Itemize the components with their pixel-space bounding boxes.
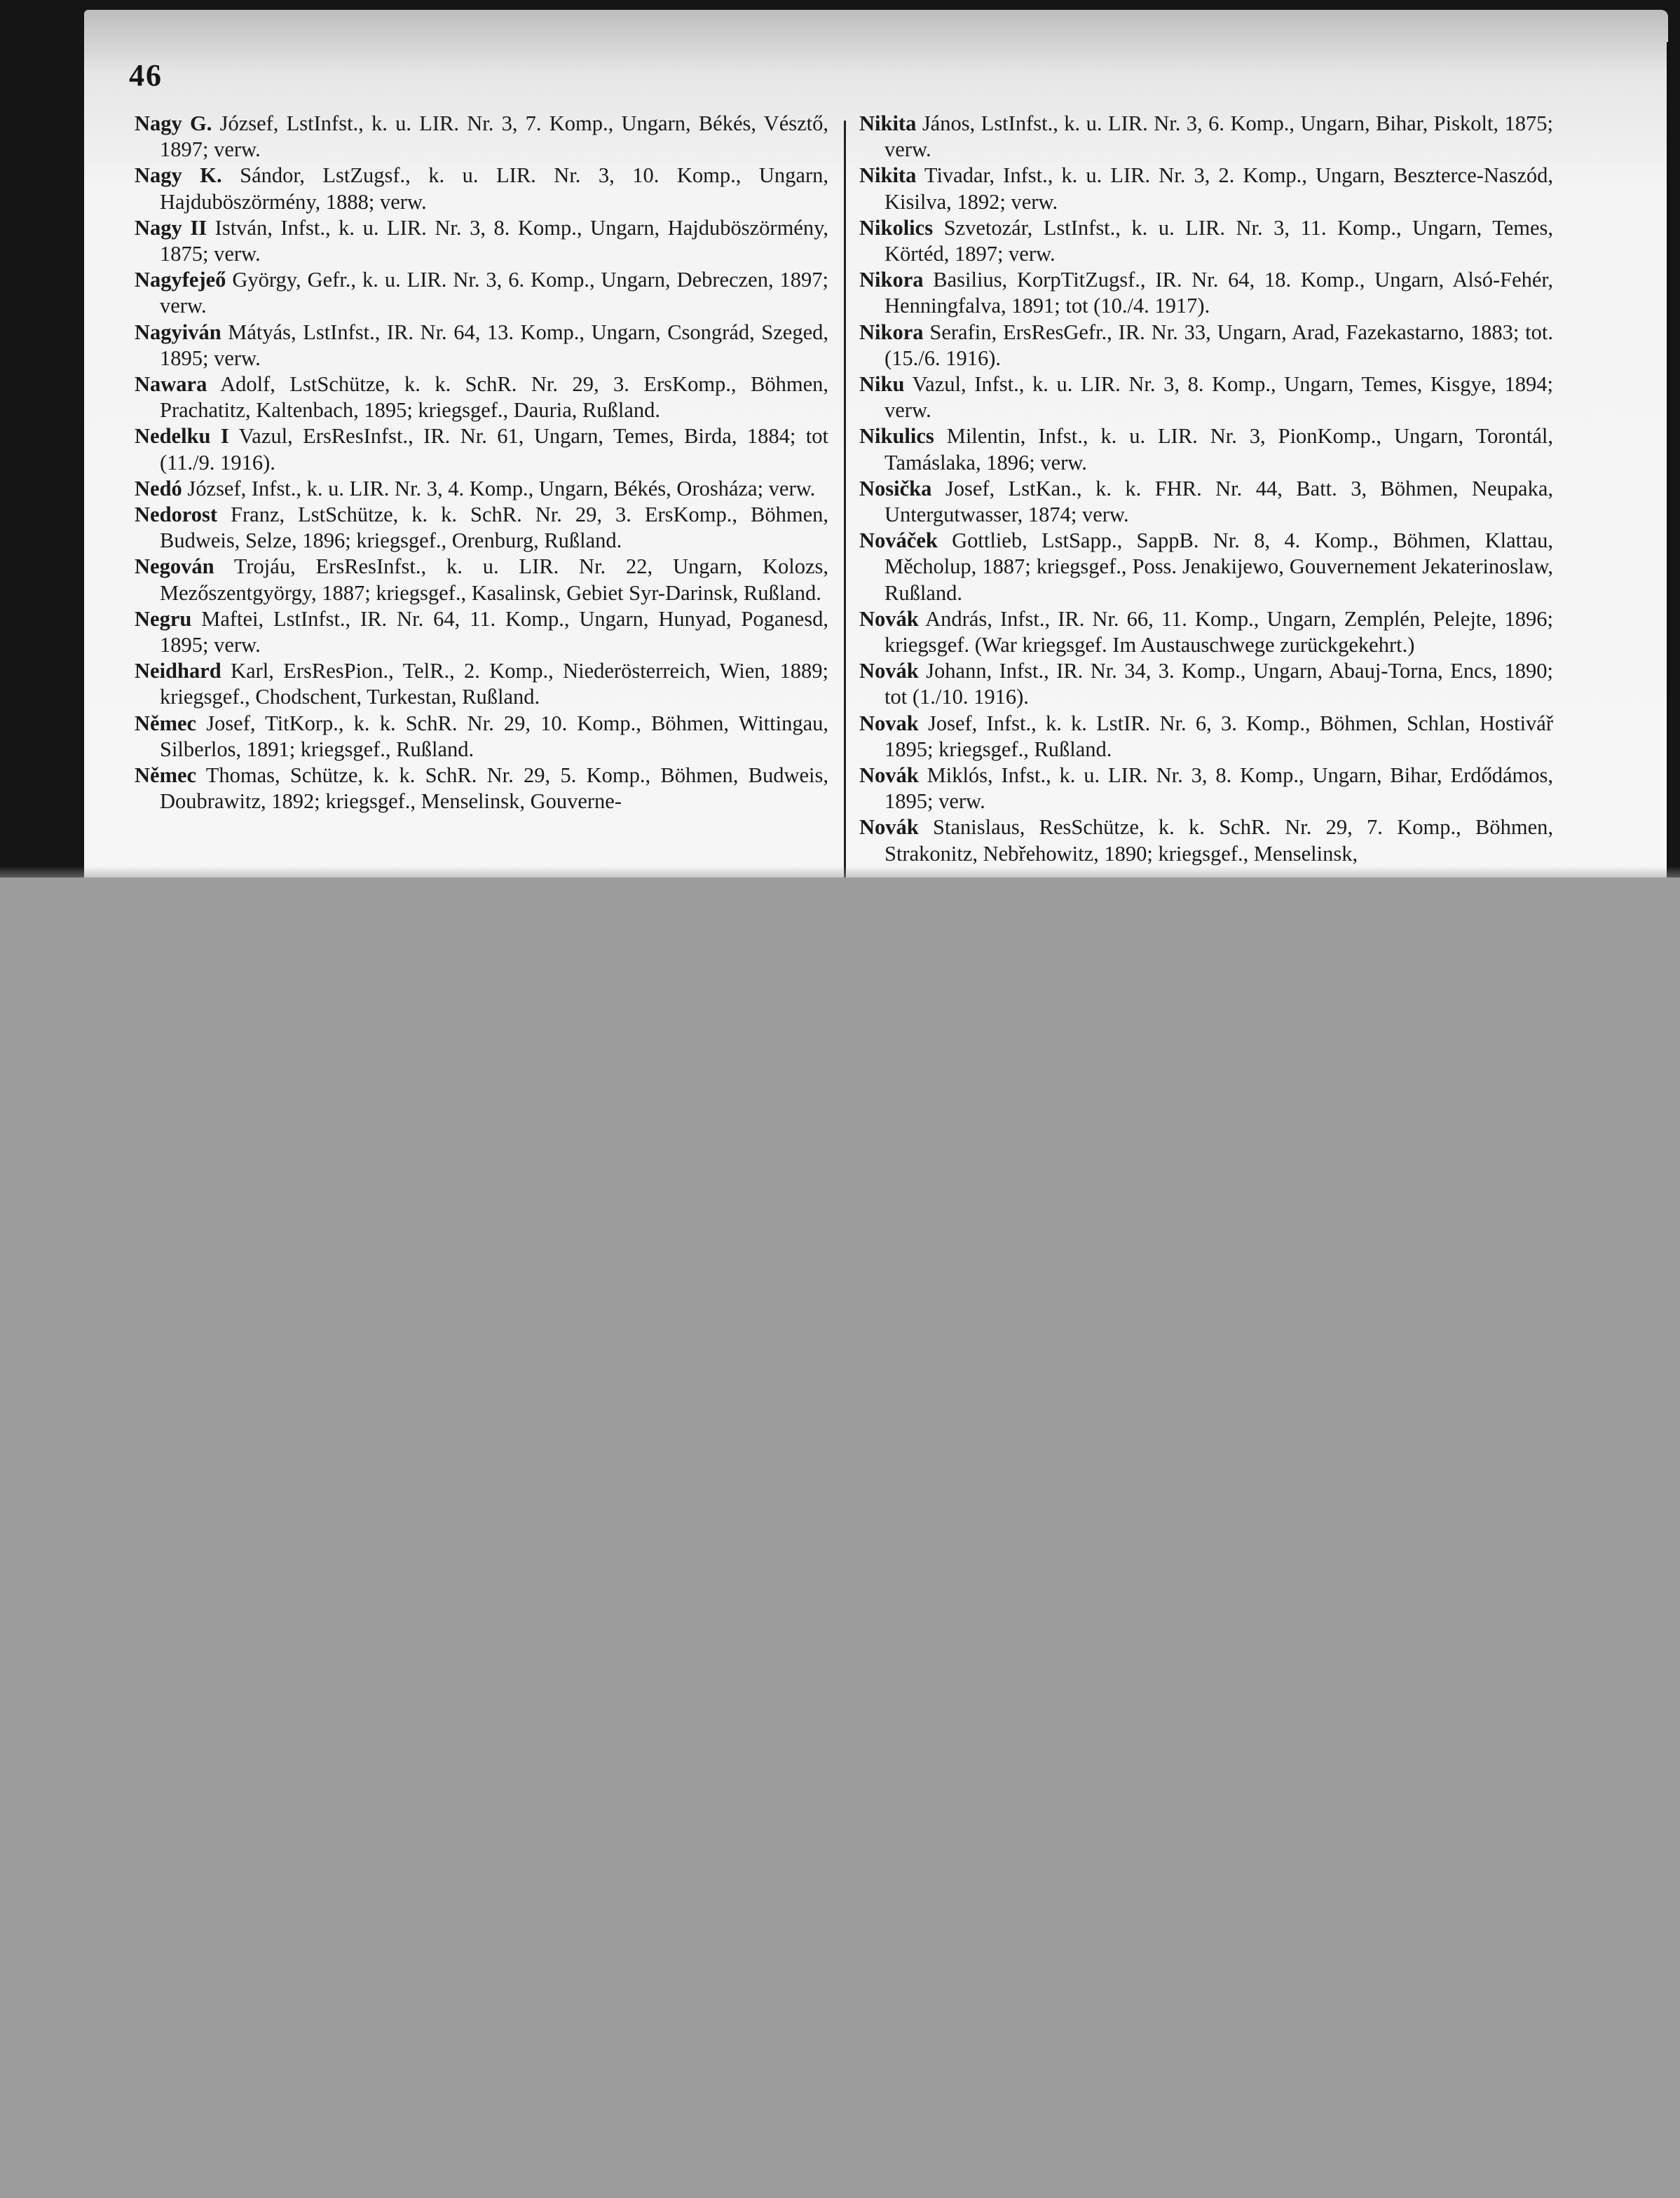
register-entry [859,658,1553,710]
page-edge [1667,42,1669,878]
entry-details: Josef, TitKorp., k. k. SchR. Nr. 29, 10. Komp., Böhmen, Wittingau, Silberlos, 1891; kriegsgef., Rußland. [160,711,828,761]
entry-details: Sándor, LstZugsf., k. u. LIR. Nr. 3, 10. Komp., Ungarn, Hajduböszörmény, 1888; verw. [160,163,828,214]
right-column [859,111,1553,867]
entry-surname: Nedó [135,476,182,500]
entry-details: Thomas, Schütze, k. k. SchR. Nr. 29, 5. Komp., Böhmen, Budweis, Doubrawitz, 1892; kriegsgef., Menselinsk, Gouverne- [160,763,828,814]
entry-surname: Nikita [859,111,917,135]
entry-details: Stanislaus, ResSchütze, k. k. SchR. Nr. 29, 7. Komp., Böhmen, Strakonitz, Nebřehowitz, 1890; kriegsgef., Menselinsk, [885,815,1553,866]
entry-surname: Nosička [859,476,932,500]
register-entry [859,215,1553,267]
entry-details: Miklós, Infst., k. u. LIR. Nr. 3, 8. Komp., Ungarn, Bihar, Erdődámos, 1895; verw. [885,763,1553,814]
register-entry [859,111,1553,163]
register-entry [135,763,828,814]
entry-details: Karl, ErsResPion., TelR., 2. Komp., Niederösterreich, Wien, 1889; kriegsgef., Chodschent, Turkestan, Rußland. [160,659,828,709]
entry-surname: Nagy G. [135,111,212,135]
register-entry [135,111,828,163]
entry-surname: Novák [859,763,919,788]
entry-surname: Novak [859,711,919,735]
entry-surname: Nikita [859,163,917,188]
scanned-page [0,0,1680,878]
entry-surname: Nikora [859,320,924,344]
entry-details: Josef, Infst., k. k. LstIR. Nr. 6, 3. Komp., Böhmen, Schlan, Hostivář 1895; kriegsgef., Rußland. [885,711,1553,761]
entry-details: András, Infst., IR. Nr. 66, 11. Komp., Ungarn, Zemplén, Pelejte, 1896; kriegsgef. (War kriegsgef. Im Austauschwege zurückgekehrt.) [885,606,1553,657]
left-column [135,111,828,814]
entry-details: József, Infst., k. u. LIR. Nr. 3, 4. Komp., Ungarn, Békés, Orosháza; verw. [182,476,816,500]
entry-surname: Novák [859,659,919,683]
register-entry [859,476,1553,528]
register-entry [859,320,1553,371]
page-number: 46 [129,58,163,93]
register-entry [859,163,1553,214]
register-entry [135,320,828,371]
entry-details: Basilius, KorpTitZugsf., IR. Nr. 64, 18. Komp., Ungarn, Alsó-Fehér, Henningfalva, 1891; tot (10./4. 1917). [885,268,1553,318]
cutoff-fade [0,866,1680,887]
register-entry [135,423,828,475]
register-entry [135,267,828,319]
entry-surname: Nawara [135,372,207,397]
entry-details: György, Gefr., k. u. LIR. Nr. 3, 6. Komp., Ungarn, Debreczen, 1897; verw. [160,268,828,318]
register-entry [859,371,1553,423]
entry-details: Franz, LstSchütze, k. k. SchR. Nr. 29, 3. ErsKomp., Böhmen, Budweis, Selze, 1896; kriegsgef., Orenburg, Rußland. [160,503,828,553]
entry-details: Adolf, LstSchütze, k. k. SchR. Nr. 29, 3. ErsKomp., Böhmen, Prachatitz, Kaltenbach, 1895; kriegsgef., Dauria, Rußland. [160,372,828,423]
register-entry [135,215,828,267]
entry-details: Tivadar, Infst., k. u. LIR. Nr. 3, 2. Komp., Ungarn, Beszterce-Naszód, Kisilva, 1892; verw. [885,163,1553,214]
entry-surname: Negován [135,554,214,579]
register-entry [859,606,1553,658]
entry-surname: Nikolics [859,215,934,240]
entry-surname: Neidhard [135,659,221,683]
entry-surname: Nagyfejeő [135,268,226,292]
entry-surname: Negru [135,606,192,631]
entry-details: Vazul, Infst., k. u. LIR. Nr. 3, 8. Komp., Ungarn, Temes, Kisgye, 1894; verw. [885,372,1553,423]
register-entry [135,476,828,502]
entry-details: János, LstInfst., k. u. LIR. Nr. 3, 6. Komp., Ungarn, Bihar, Piskolt, 1875; verw. [885,111,1553,162]
entry-details: Johann, Infst., IR. Nr. 34, 3. Komp., Ungarn, Abauj-Torna, Encs, 1890; tot (1./10. 1916). [885,659,1553,709]
register-entry [859,423,1553,475]
entry-details: Milentin, Infst., k. u. LIR. Nr. 3, PionKomp., Ungarn, Torontál, Tamáslaka, 1896; verw. [885,424,1553,475]
entry-details: Josef, LstKan., k. k. FHR. Nr. 44, Batt. 3, Böhmen, Neupaka, Untergutwasser, 1874; verw. [885,476,1553,527]
entry-surname: Nagy II [135,215,207,240]
register-entry [859,711,1553,763]
entry-surname: Nagy K. [135,163,222,188]
entry-surname: Nikulics [859,424,934,449]
register-entry [859,528,1553,606]
register-entry [859,267,1553,319]
entry-surname: Novák [859,606,919,631]
entry-details: Mátyás, LstInfst., IR. Nr. 64, 13. Komp., Ungarn, Csongrád, Szeged, 1895; verw. [160,320,828,370]
column-divider [844,121,846,878]
entry-details: Gottlieb, LstSapp., SappB. Nr. 8, 4. Komp., Böhmen, Klattau, Měcholup, 1887; kriegsgef., Poss. Jenakijewo, Gouvernement Jekaterinoslaw, Rußland. [885,528,1553,605]
register-entry [859,763,1553,814]
entry-surname: Nedorost [135,503,218,527]
register-entry [135,711,828,763]
entry-details: Vazul, ErsResInfst., IR. Nr. 61, Ungarn, Temes, Birda, 1884; tot (11./9. 1916). [160,424,828,475]
entry-details: Maftei, LstInfst., IR. Nr. 64, 11. Komp., Ungarn, Hunyad, Poganesd, 1895; verw. [160,606,828,657]
entry-details: Serafin, ErsResGefr., IR. Nr. 33, Ungarn, Arad, Fazekastarno, 1883; tot. (15./6. 1916). [885,320,1553,370]
entry-surname: Nedelku I [135,424,229,449]
entry-surname: Nikora [859,268,924,292]
entry-surname: Nováček [859,528,938,553]
entry-details: István, Infst., k. u. LIR. Nr. 3, 8. Komp., Ungarn, Hajduböszörmény, 1875; verw. [160,215,828,266]
entry-details: József, LstInfst., k. u. LIR. Nr. 3, 7. Komp., Ungarn, Békés, Vésztő, 1897; verw. [160,111,828,162]
register-entry [859,814,1553,866]
register-entry [135,502,828,554]
register-entry [135,606,828,658]
entry-surname: Niku [859,372,905,397]
entry-surname: Němec [135,763,197,788]
entry-surname: Nagyiván [135,320,221,344]
register-entry [135,658,828,710]
register-entry [135,554,828,606]
register-entry [135,163,828,214]
entry-details: Szvetozár, LstInfst., k. u. LIR. Nr. 3, 11. Komp., Ungarn, Temes, Körtéd, 1897; verw. [885,215,1553,266]
register-entry [135,371,828,423]
entry-surname: Novák [859,815,919,840]
entry-details: Trojáu, ErsResInfst., k. u. LIR. Nr. 22, Ungarn, Kolozs, Mezőszentgyörgy, 1887; kriegsgef., Kasalinsk, Gebiet Syr-Darinsk, Rußland. [160,554,828,605]
entry-surname: Němec [135,711,197,735]
